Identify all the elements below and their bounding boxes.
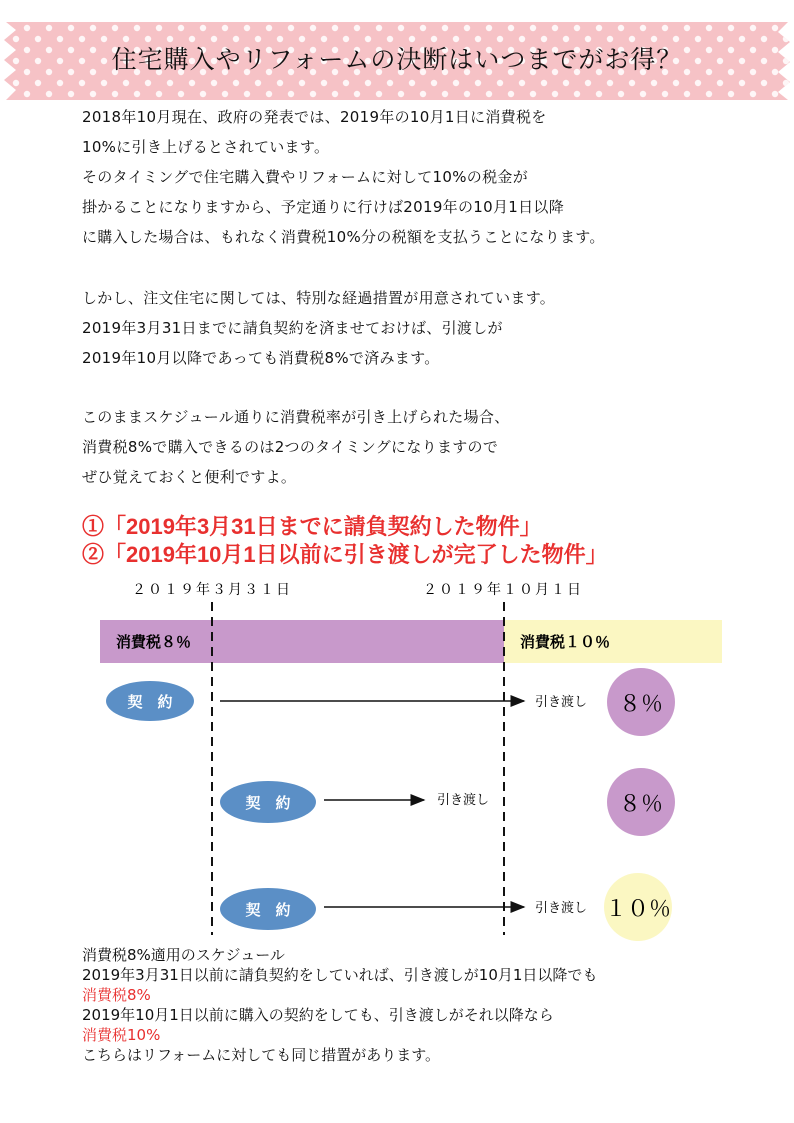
intro-line: 2018年10月現在、政府の発表では、2019年の10月1日に消費税を — [82, 108, 547, 126]
tax-bar-10-label: 消費税１０％ — [520, 633, 611, 651]
measure-line: 2019年10月以降であっても消費税8%で済みます。 — [82, 349, 440, 367]
timing-line: ぜひ覚えておくと便利ですよ。 — [82, 468, 297, 486]
contract-label: 契 約 — [245, 794, 291, 812]
footer-highlight: 消費税8% — [82, 986, 151, 1004]
handover-label: 引き渡し — [535, 695, 588, 710]
timing-line: このままスケジュール通りに消費税率が引き上げられた場合、 — [82, 408, 510, 426]
contract-label: 契 約 — [127, 693, 173, 711]
tax-timeline-diagram — [0, 570, 794, 950]
footer-line: こちらはリフォームに対しても同じ措置があります。 — [82, 1046, 441, 1064]
tax-bar-8-label: 消費税８％ — [116, 633, 192, 651]
footer-line: 2019年10月1日以前に購入の契約をしても、引き渡しがそれ以降なら — [82, 1006, 554, 1024]
footer-notes — [82, 945, 597, 1065]
footer-line: 2019年3月31日以前に請負契約をしていれば、引き渡しが10月1日以降でも — [82, 966, 598, 984]
measure-line: しかし、注文住宅に関しては、特別な経過措置が用意されています。 — [82, 289, 556, 307]
measure-line: 2019年3月31日までに請負契約を済ませておけば、引渡しが — [82, 319, 503, 337]
rate-label: ８％ — [618, 692, 664, 717]
rate-label: １０％ — [604, 897, 672, 922]
measure-paragraph — [82, 283, 555, 373]
intro-paragraph — [82, 102, 605, 252]
page-title: 住宅購入やリフォームの決断はいつまでがお得？ — [111, 45, 683, 74]
intro-line: に購入した場合は、もれなく消費税10%分の税額を支払うことになります。 — [82, 228, 605, 246]
intro-line: 掛かることになりますから、予定通りに行けば2019年の10月1日以降 — [82, 198, 565, 216]
highlight-1: ①「2019年3月31日までに請負契約した物件」 — [82, 514, 542, 539]
date-label-october: ２０１９年１０月１日 — [423, 582, 583, 598]
rate-label: ８％ — [618, 792, 664, 817]
intro-line: 10%に引き上げるとされています。 — [82, 138, 330, 156]
footer-line: 消費税8%適用のスケジュール — [82, 946, 285, 964]
handover-label: 引き渡し — [535, 901, 588, 916]
highlight-2: ②「2019年10月1日以前に引き渡しが完了した物件」 — [82, 542, 608, 567]
timing-paragraph — [82, 402, 510, 492]
handover-label: 引き渡し — [437, 793, 490, 808]
date-label-march: ２０１９年３月３１日 — [132, 582, 292, 598]
intro-line: そのタイミングで住宅購入費やリフォームに対して10%の税金が — [82, 168, 528, 186]
contract-label: 契 約 — [245, 901, 291, 919]
timing-line: 消費税8%で購入できるのは2つのタイミングになりますので — [82, 438, 499, 456]
footer-highlight: 消費税10% — [82, 1026, 161, 1044]
